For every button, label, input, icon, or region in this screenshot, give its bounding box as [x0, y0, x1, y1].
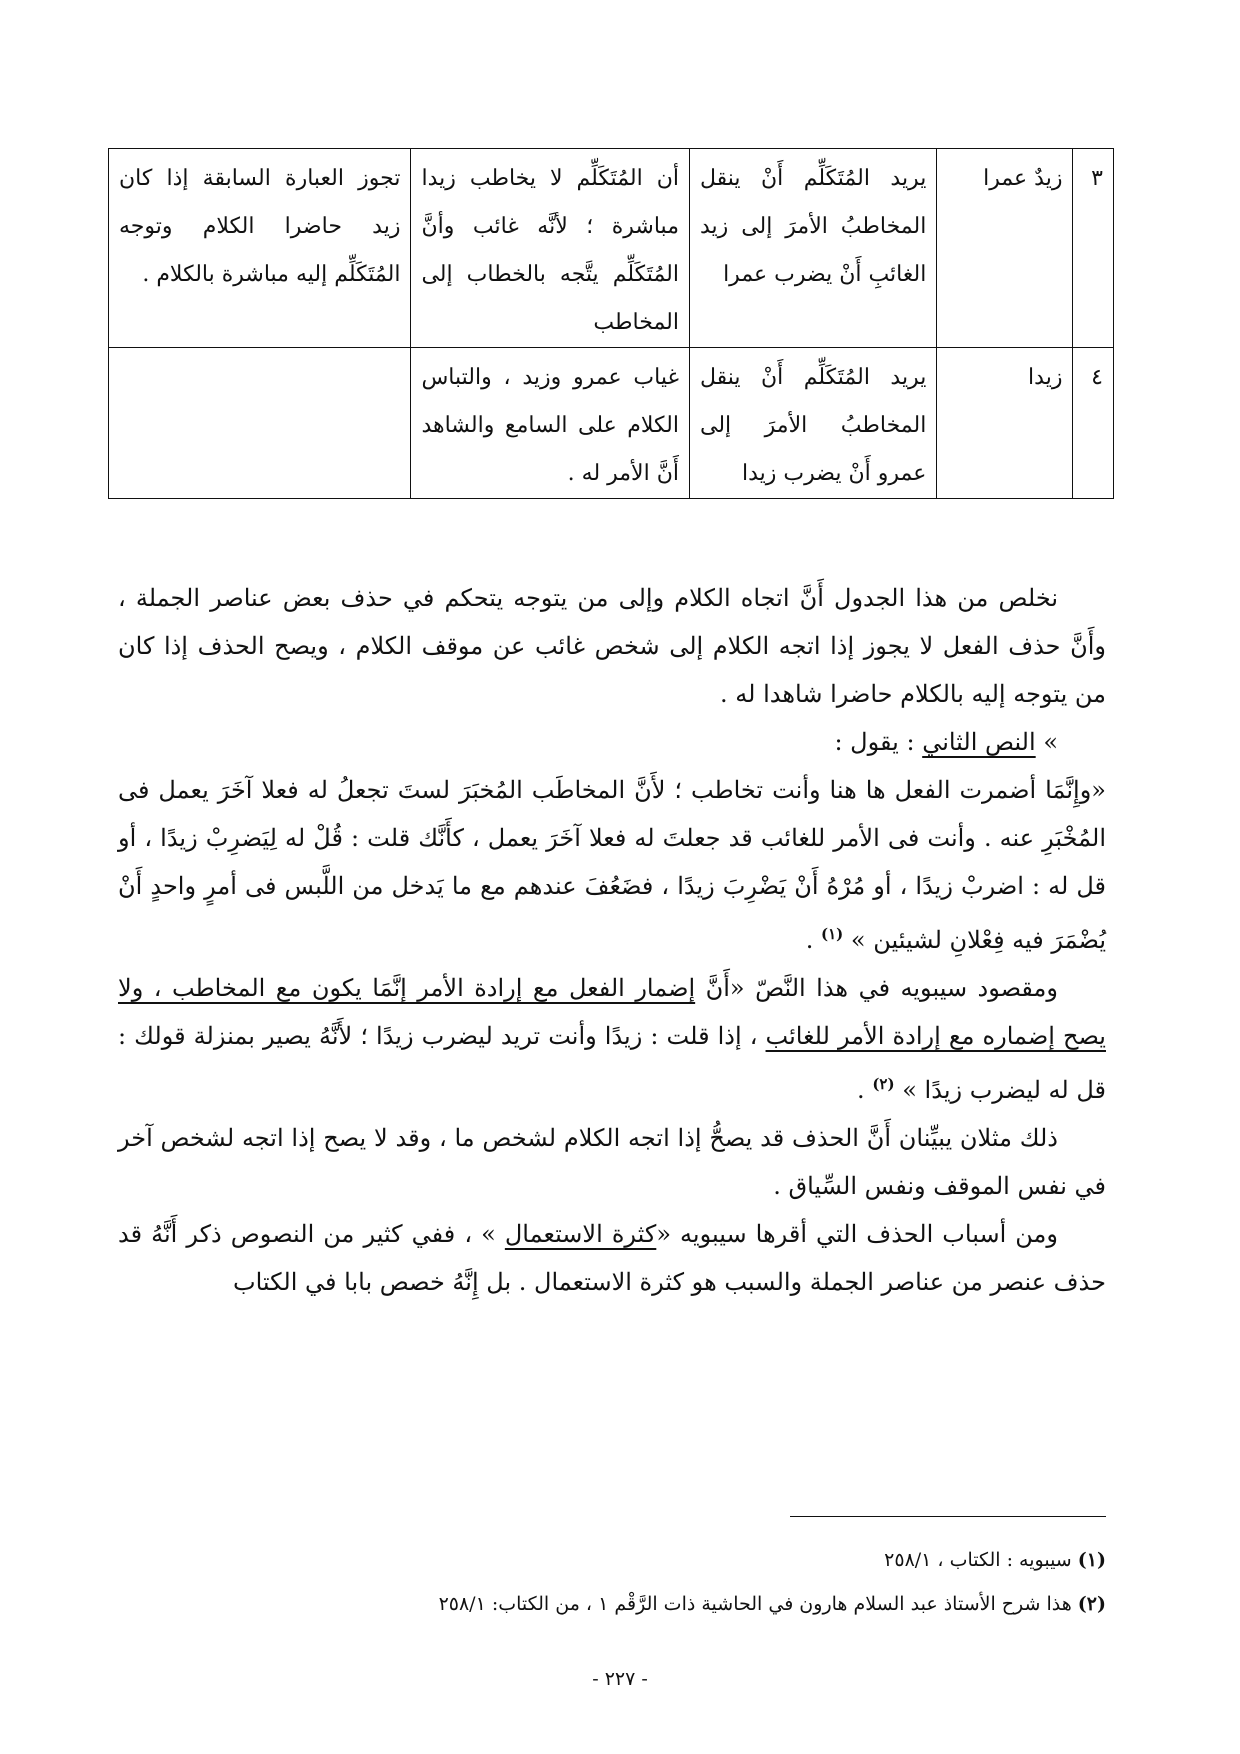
footnote-ref: (١) — [820, 925, 844, 943]
quotation-text: «وإِنَّمَا أضمرت الفعل ها هنا وأنت تخاطب ؛ لأَنَّ المخاطَب المُخبَرَ لستَ تجعلُ له فعلا آخَرَ يعمل فى المُخْبَرِ عنه . وأنت فى الأمر للغائب قد جعلتَ له فعلا آخَرَ يعمل ، كأَنَّك قلت : قُلْ له لِيَضرِبْ زيدًا ، أو قل له : اضربْ زيدًا ، أو مُرْهُ أَنْ يَضْرِبَ زيدًا ، فضَعُفَ عندهم مع ما يَدخل من اللَّبس فى أمرٍ واحدٍ أَنْ يُضْمَرَ فيه فِعْلانِ لشيئين » — [118, 776, 1107, 954]
reason-cell: غياب عمرو وزيد ، والتباس الكلام على السامع والشاهد أَنَّ الأمر له . — [411, 348, 690, 499]
footnote-mark: (٢) — [1077, 1593, 1106, 1615]
intent-cell: يريد المُتَكَلِّم أَنْ ينقل المخاطبُ الأمرَ إلى عمرو أَنْ يضرب زيدا — [689, 348, 936, 499]
reason-cell: أن المُتَكَلِّم لا يخاطب زيدا مباشرة ؛ لأنَّه غائب وأنَّ المُتَكَلِّم يتَّجه بالخطاب إلى المخاطب — [411, 149, 690, 348]
section-title: النص الثاني — [922, 728, 1036, 756]
table-row — [109, 149, 1114, 348]
section-heading — [118, 718, 1106, 766]
footnote-mark: (١) — [1077, 1549, 1106, 1571]
underlined-text: كثرة الاستعمال — [504, 1220, 657, 1248]
footnote — [118, 1584, 1106, 1624]
table-row — [109, 348, 1114, 499]
quotation: «وإِنَّمَا أضمرت الفعل ها هنا وأنت تخاطب ؛ لأَنَّ المخاطَب المُخبَرَ لستَ تجعلُ له فعلا آخَرَ يعمل فى المُخْبَرِ عنه . وأنت فى الأمر للغائب قد جعلتَ له فعلا آخَرَ يعمل ، كأَنَّك قلت : قُلْ له لِيَضرِبْ زيدًا ، أو قل له : اضربْ زيدًا ، أو مُرْهُ أَنْ يَضْرِبَ زيدًا ، فضَعُفَ عندهم مع ما يَدخل من اللَّبس فى أمرٍ واحدٍ أَنْ يُضْمَرَ فيه فِعْلانِ لشيئين » $^{(١)}$ . — [118, 776, 1107, 954]
intent-cell: يريد المُتَكَلِّم أَنْ ينقل المخاطبُ الأمرَ إلى زيد الغائبِ أَنْ يضرب عمرا — [689, 149, 936, 348]
section-title-rest: : يقول : — [834, 728, 923, 756]
footnotes — [118, 1540, 1106, 1628]
guillemet-mark: » — [1043, 728, 1058, 756]
condition-cell — [109, 348, 411, 499]
paragraph — [118, 1210, 1106, 1306]
footnote-text: هذا شرح الأستاذ عبد السلام هارون في الحاشية ذات الرَّقْم ١ ، من الكتاب: ٢٥٨/١ — [438, 1593, 1078, 1615]
main-text — [118, 574, 1106, 1306]
paragraph-text: ومقصود سيبويه في هذا النَّصّ «أَنَّ — [695, 974, 1059, 1002]
footnote-divider — [790, 1516, 1106, 1517]
paragraph-text: ومن أسباب الحذف التي أقرها سيبويه « — [656, 1220, 1058, 1248]
row-number: ٤ — [1073, 348, 1114, 499]
examples-table — [108, 148, 1114, 499]
underlined-text: إضمار الفعل مع إرادة الأمر إنَّمَا يكون مع المخاطب ، ولا يصح إضماره مع إرادة الأمر للغائب — [118, 974, 1106, 1050]
paragraph: ومقصود سيبويه في هذا النَّصّ «أَنَّ إضمار الفعل مع إرادة الأمر إنَّمَا يكون مع المخاطب ، ولا يصح إضماره مع إرادة الأمر للغائب ، إذا قلت : زيدًا وأنت تريد ليضرب زيدًا ؛ لأَنَّهُ يصير بمنزلة قولك : قل له ليضرب زيدًا » $^{(٢)}$ . — [118, 974, 1106, 1104]
condition-cell: تجوز العبارة السابقة إذا كان زيد حاضرا الكلام وتوجه المُتَكَلِّم إليه مباشرة بالكلام . — [109, 149, 411, 348]
paragraph-text: ، إذا قلت : زيدًا وأنت تريد ليضرب زيدًا ؛ لأَنَّهُ يصير بمنزلة قولك : قل له ليضرب زيدًا » — [118, 1022, 1106, 1104]
row-number: ٣ — [1073, 149, 1114, 348]
page-number: - ٢٢٧ - — [592, 1668, 648, 1690]
paragraph: ذلك مثلان يبيِّنان أَنَّ الحذف قد يصحُّ إذا اتجه الكلام لشخص ما ، وقد لا يصح إذا اتجه لشخص آخر في نفس الموقف ونفس السِّياق . — [118, 1124, 1106, 1200]
paragraph: نخلص من هذا الجدول أَنَّ اتجاه الكلام وإلى من يتوجه يتحكم في حذف بعض عناصر الجملة ، وأَنَّ حذف الفعل لا يجوز إذا اتجه الكلام إلى شخص غائب عن موقف الكلام ، ويصح الحذف إذا كان من يتوجه إليه بالكلام حاضرا شاهدا له . — [118, 584, 1106, 708]
paragraph-text: » ، ففي كثير من النصوص ذكر أَنَّهُ قد حذف عنصر من عناصر الجملة والسبب هو كثرة الاستعمال . بل إِنَّهُ خصص بابا في الكتاب — [118, 1220, 1106, 1296]
footnote — [118, 1540, 1106, 1580]
example-cell: زيدا — [937, 348, 1073, 499]
footnote-ref: (٢) — [872, 1075, 895, 1093]
footnote-text: سيبويه : الكتاب ، ٢٥٨/١ — [884, 1549, 1078, 1571]
example-cell: زيدٌ عمرا — [937, 149, 1073, 348]
